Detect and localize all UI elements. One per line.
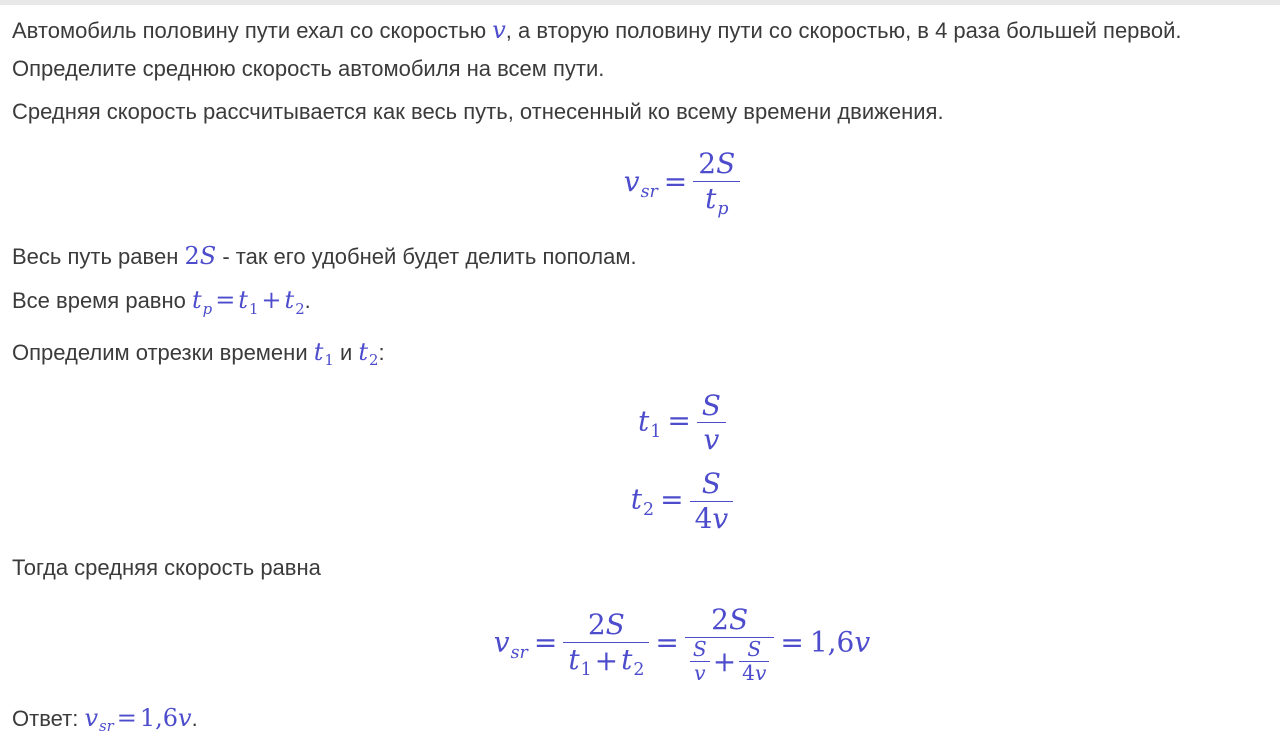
math-result-value: 1,6	[139, 704, 179, 733]
fraction-denominator	[690, 662, 710, 685]
math-S: S	[701, 388, 721, 422]
inline-math-v: v	[492, 16, 506, 44]
path-text-part2: - так его удобней будет делить пополам.	[216, 244, 637, 270]
math-2: 2	[587, 607, 606, 641]
math-S: S	[605, 607, 625, 641]
math-sub-2: 2	[633, 659, 645, 680]
plus-sign: +	[261, 286, 282, 315]
segments-text-part2: и	[333, 339, 359, 365]
math-sub-1: 1	[650, 421, 662, 442]
whole-path-sentence	[12, 237, 1268, 276]
math-S: S	[716, 147, 736, 180]
math-sub-p: p	[717, 198, 729, 219]
display-formula-t1	[12, 389, 1280, 457]
math-t: t	[638, 404, 650, 438]
answer-period: .	[191, 706, 198, 732]
equals-sign: =	[663, 164, 688, 198]
math-t: t	[630, 482, 643, 516]
math-sub-2: 2	[369, 350, 379, 369]
whole-time-sentence	[12, 281, 1268, 327]
math-2: 2	[698, 147, 717, 180]
inline-math-2S	[184, 242, 216, 270]
inline-math-t2	[358, 337, 379, 369]
equals-sign: =	[116, 704, 137, 733]
math-v: v	[623, 164, 640, 198]
math-v: v	[754, 661, 767, 686]
fraction-numerator	[739, 638, 769, 662]
display-formula-vsr-definition	[12, 147, 1280, 219]
time-text-part2: .	[304, 288, 311, 314]
problem-statement	[12, 11, 1268, 88]
equals-sign: =	[660, 482, 684, 516]
fraction-numerator	[690, 638, 710, 662]
equals-sign: =	[667, 404, 691, 438]
math-S: S	[701, 467, 721, 501]
inline-math-t1	[313, 337, 334, 369]
fraction-2S-over-t1-plus-t2	[563, 608, 649, 680]
time-text-part1: Все время равно	[12, 288, 192, 314]
segments-text-part3: :	[378, 339, 385, 365]
fraction-denominator	[685, 638, 775, 685]
avg-speed-definition-text: Средняя скорость рассчитывается как весь путь, отнесенный ко всему времени движения.	[12, 99, 944, 124]
solution-article	[0, 5, 1280, 745]
fraction-numerator	[693, 147, 740, 182]
path-text-part1: Весь путь равен	[12, 244, 185, 270]
equals-sign: =	[533, 625, 558, 659]
answer-line	[12, 699, 1268, 745]
plus-sign: +	[712, 644, 737, 678]
math-sub-sr: sr	[99, 717, 114, 736]
math-sub-1: 1	[324, 350, 334, 369]
math-t: t	[621, 642, 633, 676]
math-S: S	[747, 636, 762, 661]
math-t: t	[568, 642, 580, 676]
then-avg-speed-sentence: Тогда средняя скорость равна	[12, 555, 321, 581]
math-4: 4	[694, 501, 713, 535]
small-fraction-S-over-4v	[739, 638, 769, 685]
math-sub-sr: sr	[640, 181, 658, 202]
fraction-denominator	[697, 423, 726, 457]
math-sub-1: 1	[248, 299, 259, 318]
display-formula-t2	[12, 467, 1280, 535]
math-S: S	[728, 603, 749, 637]
small-fraction-S-over-v	[690, 638, 710, 685]
math-t: t	[284, 286, 295, 315]
math-sub-2: 2	[643, 499, 655, 520]
math-sub-p: p	[202, 299, 213, 318]
equals-sign: =	[780, 625, 804, 659]
display-formula-result	[12, 603, 1280, 685]
fraction-numerator	[685, 603, 775, 638]
fraction-denominator	[739, 662, 769, 685]
math-t: t	[313, 337, 324, 366]
math-v: v	[703, 423, 720, 457]
math-sub-sr: sr	[510, 642, 528, 663]
math-sub-1: 1	[580, 659, 592, 680]
fraction-denominator	[690, 502, 734, 536]
math-t: t	[705, 181, 717, 215]
fraction-denominator	[693, 182, 740, 220]
math-4: 4	[742, 661, 755, 686]
fraction-2S-over-tp	[693, 147, 740, 219]
math-v: v	[694, 661, 706, 686]
math-S: S	[692, 636, 707, 661]
math-result-value: 1,6	[809, 625, 855, 659]
plus-sign: +	[594, 644, 619, 678]
fraction-denominator	[563, 643, 649, 681]
inline-math-tp-sum	[192, 286, 305, 318]
equals-sign: =	[215, 286, 236, 315]
fraction-numerator	[697, 389, 726, 424]
math-sub-2: 2	[295, 299, 305, 318]
math-v: v	[84, 704, 98, 733]
math-v: v	[712, 501, 729, 535]
math-v: v	[178, 704, 192, 733]
fraction-S-over-4v	[690, 467, 734, 535]
fraction-2S-over-sum-of-fractions	[685, 603, 775, 685]
equals-sign: =	[655, 625, 679, 659]
answer-label: Ответ:	[12, 706, 85, 732]
fraction-S-over-v	[697, 389, 726, 457]
math-t: t	[238, 286, 248, 315]
math-v: v	[493, 625, 510, 659]
segments-text-part1: Определим отрезки времени	[12, 339, 314, 365]
problem-text-part2: , а вторую половину пути со скоростью, в 4 раза большей первой. Определите среднюю скорость автомобиля на всем пути.	[12, 18, 1182, 81]
math-t: t	[192, 286, 202, 315]
math-2: 2	[711, 603, 729, 637]
fraction-numerator	[690, 467, 734, 502]
math-2: 2	[184, 242, 200, 271]
problem-text-part1: Автомобиль половину пути ехал со скоростью	[12, 18, 493, 43]
inline-math-answer	[84, 704, 192, 736]
math-S: S	[199, 242, 217, 271]
time-segments-sentence	[12, 333, 1268, 379]
math-v: v	[854, 625, 871, 659]
math-t: t	[358, 337, 369, 366]
fraction-numerator	[563, 608, 649, 643]
